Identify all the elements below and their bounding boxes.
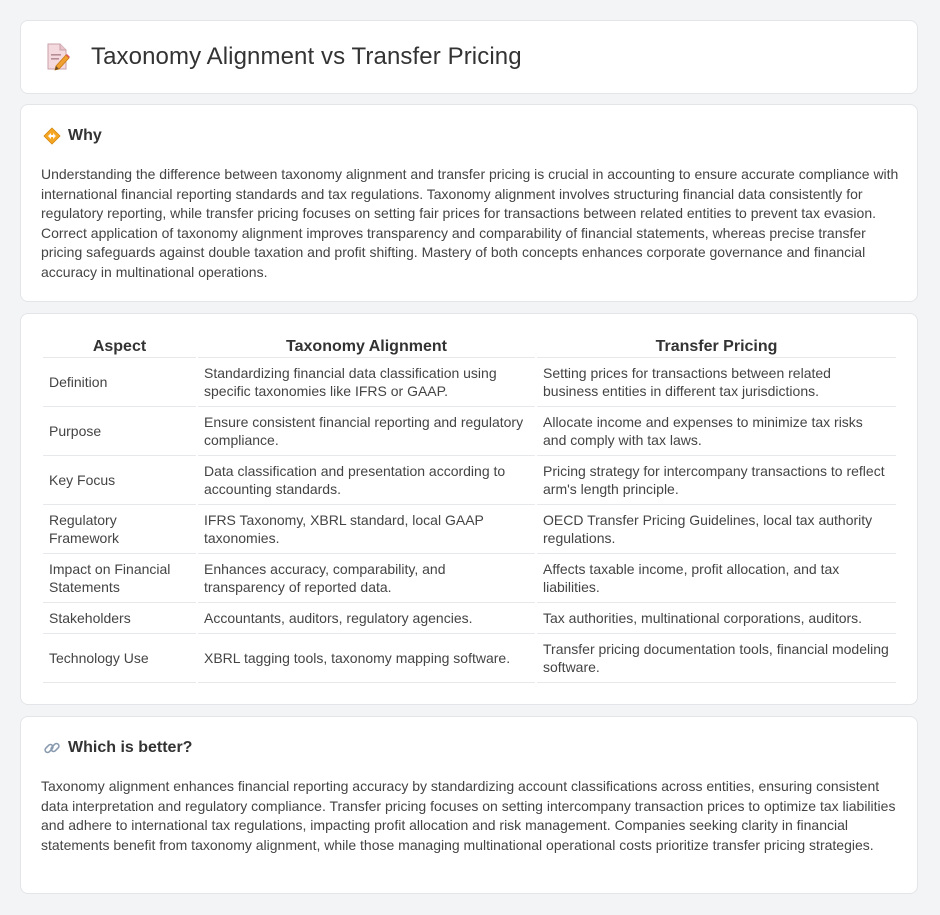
transfer-cell: Pricing strategy for intercompany transactions to reflect arm's length principle. xyxy=(537,456,896,505)
taxonomy-cell: Standardizing financial data classification using specific taxonomies like IFRS or GAAP. xyxy=(198,358,535,407)
title-wrap xyxy=(45,42,522,72)
taxonomy-cell: Enhances accuracy, comparability, and transparency of reported data. xyxy=(198,554,535,603)
aspect-cell: Technology Use xyxy=(43,634,196,683)
better-heading-row xyxy=(43,739,192,757)
why-paragraph: Understanding the difference between taxonomy alignment and transfer pricing is crucial in accounting to ensure accurate compliance with international financial reporting standards and tax regulations. Taxonomy alignment involves structuring financial data consistently for regulatory reporting, while transfer pricing focuses on setting fair prices for transactions between related entities to prevent tax evasion. Correct application of taxonomy alignment improves transparency and comparability of financial statements, whereas precise transfer pricing safeguards against double taxation and profit shifting. Mastery of both concepts enhances corporate governance and financial accuracy in multinational operations. xyxy=(41,166,899,280)
transfer-cell: Setting prices for transactions between related business entities in different tax jurisdictions. xyxy=(537,358,896,407)
table-header-row xyxy=(43,336,896,358)
aspect-cell: Impact on Financial Statements xyxy=(43,554,196,603)
transfer-cell: Tax authorities, multinational corporations, auditors. xyxy=(537,603,896,634)
aspect-cell: Definition xyxy=(43,358,196,407)
column-header-taxonomy: Taxonomy Alignment xyxy=(198,336,535,358)
comparison-table xyxy=(41,336,898,683)
which-is-better-section xyxy=(20,716,918,894)
diamond-arrows-icon xyxy=(43,127,61,145)
table-row xyxy=(43,634,896,683)
page-title: Taxonomy Alignment vs Transfer Pricing xyxy=(91,43,522,70)
why-section xyxy=(20,104,918,302)
taxonomy-cell: Accountants, auditors, regulatory agencies. xyxy=(198,603,535,634)
transfer-cell: Transfer pricing documentation tools, financial modeling software. xyxy=(537,634,896,683)
taxonomy-cell: XBRL tagging tools, taxonomy mapping software. xyxy=(198,634,535,683)
taxonomy-cell: Ensure consistent financial reporting and regulatory compliance. xyxy=(198,407,535,456)
aspect-cell: Stakeholders xyxy=(43,603,196,634)
table-row xyxy=(43,505,896,554)
column-header-transfer: Transfer Pricing xyxy=(537,336,896,358)
transfer-cell: OECD Transfer Pricing Guidelines, local tax authority regulations. xyxy=(537,505,896,554)
link-icon xyxy=(43,739,61,757)
taxonomy-cell: Data classification and presentation according to accounting standards. xyxy=(198,456,535,505)
document-pencil-icon xyxy=(45,42,71,72)
table-row xyxy=(43,407,896,456)
transfer-cell: Affects taxable income, profit allocation, and tax liabilities. xyxy=(537,554,896,603)
better-paragraph: Taxonomy alignment enhances financial reporting accuracy by standardizing account classifications across entities, ensuring consistent data interpretation and regulatory compliance. Transfer pricing focuses on setting intercompany transaction prices to optimize tax liabilities and adhere to international tax regulations, impacting profit allocation and risk management. Companies seeking clarity in financial statements benefit from taxonomy alignment, while those managing multinational operational costs prioritize transfer pricing strategies. xyxy=(41,778,896,853)
table-row xyxy=(43,456,896,505)
comparison-section xyxy=(20,313,918,705)
aspect-cell: Purpose xyxy=(43,407,196,456)
table-row xyxy=(43,554,896,603)
aspect-cell: Regulatory Framework xyxy=(43,505,196,554)
better-heading: Which is better? xyxy=(68,739,193,756)
why-heading-row xyxy=(43,127,102,145)
aspect-cell: Key Focus xyxy=(43,456,196,505)
table-row xyxy=(43,603,896,634)
taxonomy-cell: IFRS Taxonomy, XBRL standard, local GAAP taxonomies. xyxy=(198,505,535,554)
table-row xyxy=(43,358,896,407)
column-header-aspect: Aspect xyxy=(43,336,196,358)
why-heading: Why xyxy=(68,127,102,144)
header-card xyxy=(20,20,918,94)
transfer-cell: Allocate income and expenses to minimize tax risks and comply with tax laws. xyxy=(537,407,896,456)
